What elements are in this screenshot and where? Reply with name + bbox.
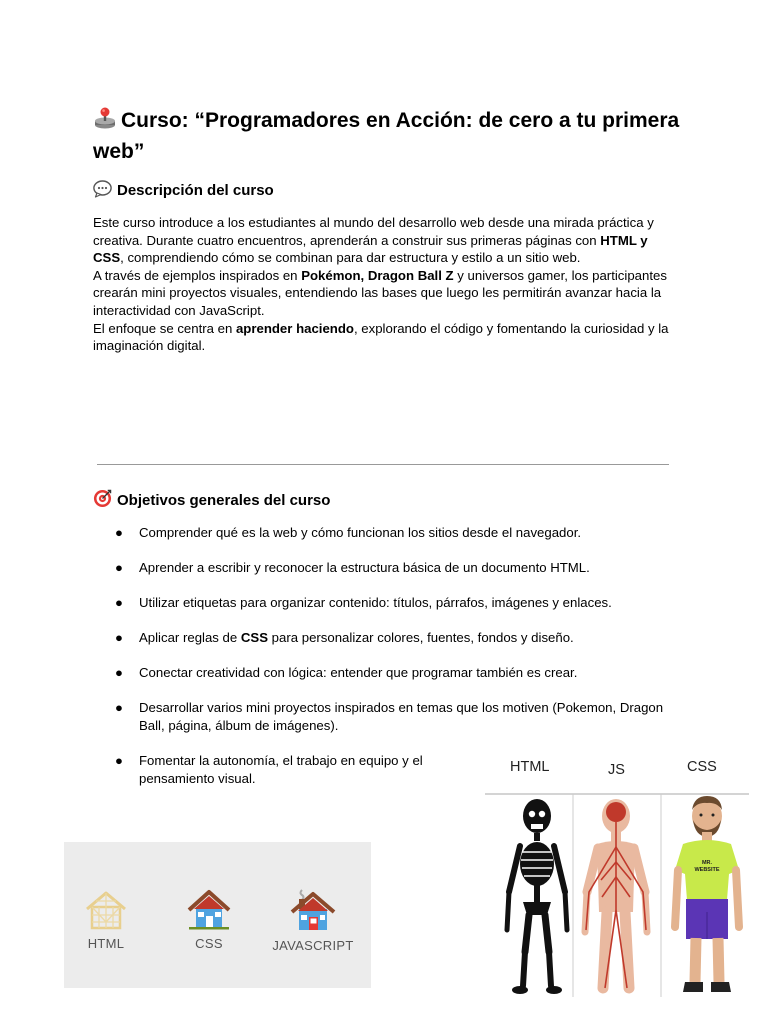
bullet-icon: ● [115, 595, 123, 611]
description-text: , comprendiendo cómo se combinan para dar estructura y estilo a un sitio web. [120, 250, 581, 266]
description-text: A través de ejemplos inspirados en [93, 267, 302, 283]
list-item-bold: CSS [240, 630, 269, 646]
bullet-icon: ● [115, 630, 123, 646]
nervous-system-figure [585, 799, 647, 988]
list-item-text: Aprender a escribir y reconocer la estructura básica de un documento HTML. [139, 560, 590, 576]
anatomy-label-html: HTML [510, 759, 550, 775]
tech-houses-panel [64, 842, 371, 988]
description-text: Este curso introduce a los estudiantes al mundo del desarrollo web desde una mirada práctica y creativa. Durante cuatro encuentros, aprenderán a construir sus primeras páginas con [93, 215, 654, 248]
tech-label-javascript: JAVASCRIPT [272, 938, 354, 953]
house-frame-icon [84, 888, 128, 932]
bullet-icon: ● [115, 753, 123, 769]
section-divider [97, 464, 669, 465]
description-bold: Pokémon, Dragon Ball Z [301, 267, 454, 283]
list-item [93, 629, 673, 647]
shirt-text-2: WEBSITE [694, 867, 720, 873]
list-item-text: Comprender qué es la web y cómo funcionan los sitios desde el navegador. [139, 525, 582, 540]
anatomy-figures [485, 752, 753, 1000]
dressed-figure [675, 796, 739, 992]
list-item-text [139, 630, 574, 645]
tech-label-html: HTML [87, 936, 125, 951]
shirt-text-1: MR. [701, 860, 713, 866]
description-paragraph-3 [93, 320, 681, 355]
page-title-text: Curso: “Programadores en Acción: de cero a tu primera web” [93, 109, 680, 163]
list-item-text: Conectar creatividad con lógica: entender que programar también es crear. [139, 665, 578, 681]
description-heading-text: Descripción del curso [117, 182, 274, 199]
target-icon [93, 489, 112, 514]
list-item [93, 524, 673, 542]
skeleton-figure [507, 799, 567, 994]
description-paragraph-1 [93, 214, 681, 267]
list-item [93, 559, 673, 577]
objectives-heading [93, 489, 330, 514]
description-bold: aprender haciendo [235, 320, 354, 336]
bullet-icon: ● [115, 525, 123, 540]
tech-item-css [154, 888, 264, 951]
page-title [93, 106, 693, 166]
objectives-heading-text: Objetivos generales del curso [117, 492, 331, 509]
list-item-text: Fomentar la autonomía, el trabajo en equipo y el pensamiento visual. [139, 753, 423, 786]
anatomy-label-js: JS [608, 762, 625, 778]
tech-item-javascript [258, 888, 368, 953]
list-item-text-part: Aplicar reglas de [139, 630, 241, 646]
list-item [93, 594, 673, 612]
house-chimney-icon [290, 888, 336, 934]
list-item-text: Utilizar etiquetas para organizar contenido: títulos, párrafos, imágenes y enlaces. [139, 595, 612, 611]
description-bold: HTML y CSS [93, 232, 648, 266]
bullet-icon: ● [115, 700, 123, 716]
description-text: , explorando el código y fomentando la curiosidad y la imaginación digital. [93, 320, 669, 354]
anatomy-label-css: CSS [687, 759, 717, 775]
course-description [93, 214, 681, 355]
description-text: y universos gamer, los participantes crearán mini proyectos visuales, entendiendo las bases que luego les permitirán avanzar hacia la interactividad con JavaScript. [93, 267, 667, 318]
tech-label-css: CSS [195, 936, 223, 951]
html-js-css-anatomy-illustration [485, 752, 753, 1000]
tech-item-html [51, 888, 161, 951]
list-item [93, 699, 673, 734]
description-paragraph-2 [93, 267, 681, 320]
description-heading [93, 180, 274, 204]
list-item-text-part: para personalizar colores, fuentes, fondos y diseño. [268, 630, 574, 646]
list-item-text: Desarrollar varios mini proyectos inspirados en temas que los motiven (Pokemon, Dragon Ball, página, álbum de imágenes). [139, 700, 664, 734]
description-text: El enfoque se centra en [93, 320, 236, 336]
bullet-icon: ● [115, 665, 123, 681]
bullet-icon: ● [115, 560, 123, 576]
joystick-icon [93, 106, 117, 138]
speech-bubble-icon [93, 180, 112, 204]
list-item [93, 664, 673, 682]
house-icon [187, 888, 231, 932]
